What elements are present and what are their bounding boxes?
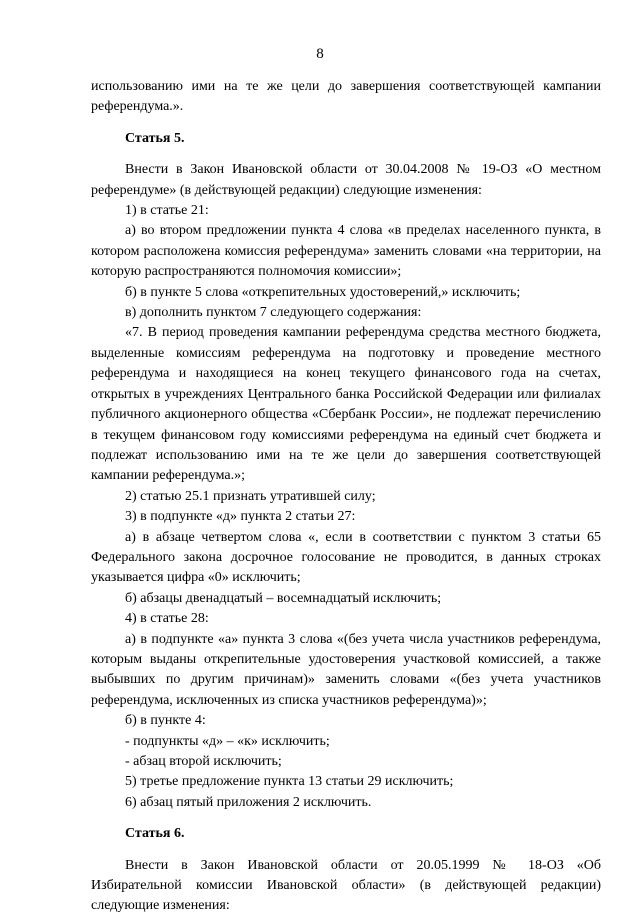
article-heading: Статья 6.: [125, 826, 185, 842]
paragraph: - абзац второй исключить;: [125, 754, 282, 769]
paragraph: а) в абзаце четвертом слова «, если в соответствии с пунктом 3 статьи 65 Федерального закона досрочное голосование не проводится, в данных строках указывается цифра «0» исключить;: [91, 529, 601, 586]
paragraph: Внести в Закон Ивановской области от 30.04.2008 № 19-ОЗ «О местном референдуме» (в действующей редакции) следующие изменения:: [91, 162, 601, 198]
paragraph: в) дополнить пунктом 7 следующего содержания:: [125, 305, 422, 321]
paragraph: Внести в Закон Ивановской области от 20.05.1999 № 18-ОЗ «Об Избирательной комиссии Ивановской области» (в действующей редакции) следующие изменения:: [91, 857, 601, 914]
document-body: [91, 77, 601, 917]
paragraph: б) в пункте 4:: [125, 713, 206, 729]
page-number: 8: [316, 46, 324, 62]
paragraph: 3) в подпункте «д» пункта 2 статьи 27:: [125, 509, 356, 525]
continued-paragraph: использованию ими на те же цели до завершения соответствующей кампании референдума.».: [91, 79, 601, 115]
paragraph: а) в подпункте «а» пункта 3 слова «(без учета числа участников референдума, которым выданы открепительные удостоверения участковой комиссией, а также выбывших по другим причинам)» заменить словами «(без учета участников референдума, исключенных из списка участников референдума)»;: [91, 631, 601, 708]
paragraph: 6) абзац пятый приложения 2 исключить.: [125, 794, 372, 810]
paragraph: 5) третье предложение пункта 13 статьи 29 исключить;: [125, 774, 454, 790]
paragraph: «7. В период проведения кампании референдума средства местного бюджета, выделенные комиссиям референдума на подготовку и проведение местного референдума и находящиеся на конец текущего финансового года на счетах, открытых в учреждениях Центрального банка Российской Федерации или филиалах публичного акционерного общества «Сбербанк России», не подлежат перечислению в текущем финансовом году комиссиями референдума на единый счет бюджета и подлежат использованию ими на те же цели до завершения соответствующей кампании референдума.»;: [91, 325, 601, 484]
paragraph: б) в пункте 5 слова «открепительных удостоверений,» исключить;: [125, 284, 521, 300]
paragraph: а) во втором предложении пункта 4 слова «в пределах населенного пункта, в котором расположена комиссия референдума» заменить словами «на территории, на которую распространяются полномочия комиссии»;: [91, 223, 601, 280]
paragraph: б) абзацы двенадцатый – восемнадцатый исключить;: [125, 590, 442, 606]
paragraph: 4) в статье 28:: [125, 611, 209, 627]
paragraph: 1) в статье 21:: [125, 203, 209, 219]
paragraph: - подпункты «д» – «к» исключить;: [125, 733, 330, 749]
article-heading: Статья 5.: [125, 130, 185, 146]
paragraph: 2) статью 25.1 признать утратившей силу;: [125, 488, 376, 504]
